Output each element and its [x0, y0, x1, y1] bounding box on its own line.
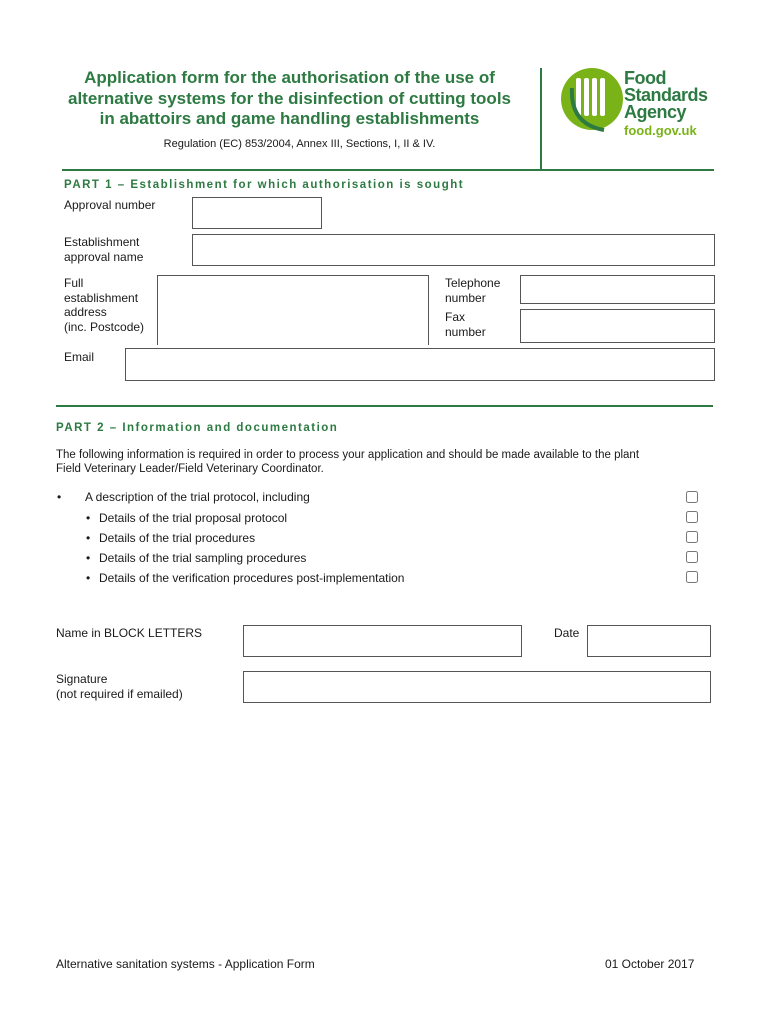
main-item-bullet: •: [57, 490, 62, 504]
main-item-checkbox[interactable]: [686, 491, 698, 503]
signature-input[interactable]: [243, 671, 711, 703]
sub-item-checkbox[interactable]: [686, 551, 698, 563]
email-input[interactable]: [125, 348, 715, 381]
part2-intro: The following information is required in order to process your application and should be made available to the plant Field Veterinary Leader/Field Veterinary Coordinator.: [56, 449, 640, 475]
sub-item-label: Details of the trial sampling procedures: [99, 551, 307, 565]
regulation-reference: Regulation (EC) 853/2004, Annex III, Sections, I, II & IV.: [62, 138, 537, 150]
address-input[interactable]: [157, 275, 429, 345]
fsa-logo-url: food.gov.uk: [624, 123, 697, 138]
part2-heading: PART 2 – Information and documentation: [56, 422, 339, 434]
fax-label: Fax number: [445, 310, 486, 339]
name-input[interactable]: [243, 625, 522, 657]
address-label: Full establishment address (inc. Postcode): [64, 276, 145, 334]
sub-item-bullet: •: [86, 511, 91, 525]
name-label: Name in BLOCK LETTERS: [56, 626, 203, 640]
part-divider: [56, 405, 713, 407]
date-label: Date: [554, 626, 580, 640]
sub-item-label: Details of the trial proposal protocol: [99, 511, 288, 525]
approval-number-label: Approval number: [64, 198, 156, 212]
email-label: Email: [64, 350, 95, 364]
fax-input[interactable]: [520, 309, 715, 343]
sub-item-label: Details of the trial procedures: [99, 531, 256, 545]
form-title: Application form for the authorisation of the use of alternative systems for the disinfection of cutting tools in abattoirs and game handling establishments: [67, 68, 511, 128]
sub-item-bullet: •: [86, 551, 91, 565]
fsa-logo-wordmark: Food Standards Agency: [624, 68, 708, 122]
telephone-input[interactable]: [520, 275, 715, 304]
signature-label: Signature (not required if emailed): [56, 672, 183, 701]
sub-item-checkbox[interactable]: [686, 571, 698, 583]
sub-item-checkbox[interactable]: [686, 511, 698, 523]
header-divider-vertical: [540, 68, 542, 171]
main-item-label: A description of the trial protocol, including: [85, 490, 310, 504]
footer-date: 01 October 2017: [605, 957, 695, 971]
sub-item-bullet: •: [86, 571, 91, 585]
approval-name-label: Establishment approval name: [64, 235, 144, 264]
sub-item-checkbox[interactable]: [686, 531, 698, 543]
date-input[interactable]: [587, 625, 711, 657]
footer-title: Alternative sanitation systems - Application Form: [56, 957, 315, 971]
sub-item-label: Details of the verification procedures post-implementation: [99, 571, 405, 585]
header-divider-horizontal: [62, 169, 714, 171]
sub-item-bullet: •: [86, 531, 91, 545]
approval-name-input[interactable]: [192, 234, 715, 266]
approval-number-input[interactable]: [192, 197, 322, 229]
part1-heading: PART 1 – Establishment for which authorisation is sought: [64, 179, 465, 191]
telephone-label: Telephone number: [445, 276, 501, 305]
